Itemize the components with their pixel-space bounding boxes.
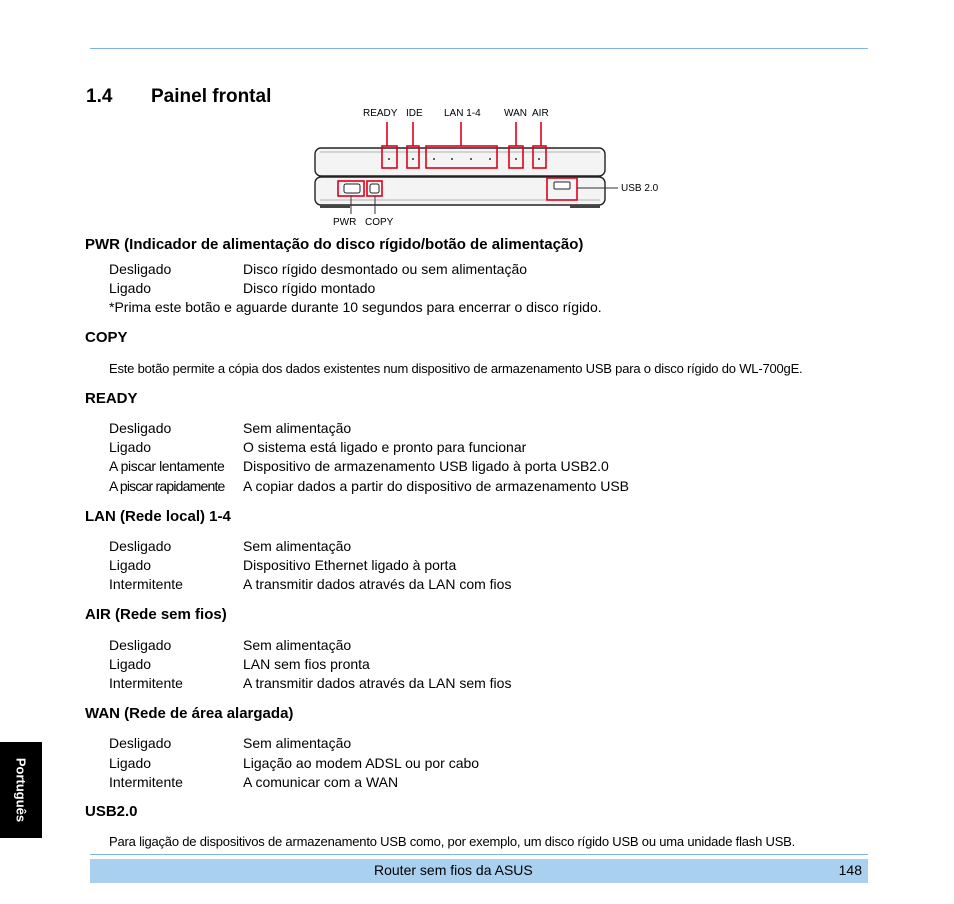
air-row-on (109, 656, 370, 672)
state-label: Intermitente (109, 576, 183, 592)
pwr-row-off (109, 261, 527, 277)
lan-row-off (109, 538, 351, 554)
state-description: Disco rígido montado (243, 280, 376, 296)
usb-description: Para ligação de dispositivos de armazenamento USB como, por exemplo, um disco rígido USB ou uma unidade flash USB. (109, 834, 796, 849)
state-description: Sem alimentação (243, 420, 352, 436)
state-description: Dispositivo Ethernet ligado à porta (243, 557, 457, 573)
copy-description: Este botão permite a cópia dos dados existentes num dispositivo de armazenamento USB para o disco rígido do WL-700gE. (109, 361, 803, 376)
state-label: Ligado (109, 755, 152, 771)
language-tab-label: Português (13, 757, 29, 823)
state-description: Sem alimentação (243, 538, 352, 554)
wan-row-on (109, 755, 479, 771)
ready-row-on (109, 439, 526, 455)
state-description: Disco rígido desmontado ou sem alimentação (243, 261, 528, 277)
lan-heading: LAN (Rede local) 1-4 (85, 508, 231, 525)
air-row-blink (109, 675, 511, 691)
label-lan: LAN 1-4 (444, 108, 481, 119)
label-usb: USB 2.0 (621, 183, 659, 194)
state-description: A transmitir dados através da LAN com fios (243, 576, 512, 592)
label-wan: WAN (504, 108, 527, 119)
usb-heading: USB2.0 (85, 803, 138, 820)
state-label: Ligado (109, 656, 152, 672)
state-description: A copiar dados a partir do dispositivo de armazenamento USB (243, 478, 629, 494)
state-label: Desligado (109, 735, 172, 751)
page-number: 148 (838, 862, 862, 878)
copy-heading: COPY (85, 329, 128, 346)
ready-heading: READY (85, 390, 138, 407)
label-air: AIR (532, 108, 549, 119)
wan-heading: WAN (Rede de área alargada) (85, 705, 294, 722)
state-label: Ligado (109, 280, 152, 296)
state-label: Desligado (109, 538, 172, 554)
state-label: Desligado (109, 261, 172, 277)
state-description: Sem alimentação (243, 735, 352, 751)
label-ide: IDE (406, 108, 423, 119)
section-title-text: Painel frontal (151, 86, 272, 107)
state-label: Intermitente (109, 675, 183, 691)
state-label: Desligado (109, 637, 172, 653)
pwr-heading: PWR (Indicador de alimentação do disco rígido/botão de alimentação) (85, 236, 584, 253)
section-number: 1.4 (86, 86, 113, 107)
ready-row-slow (109, 458, 609, 474)
header-rule (90, 48, 868, 49)
language-tab (0, 742, 42, 838)
ready-row-fast (109, 478, 629, 494)
state-description: A transmitir dados através da LAN sem fios (243, 675, 512, 691)
label-copy: COPY (365, 217, 394, 228)
lan-row-blink (109, 576, 511, 592)
state-label: Ligado (109, 557, 152, 573)
footer-title: Router sem fios da ASUS (374, 862, 533, 878)
ready-row-off (109, 420, 351, 436)
air-row-off (109, 637, 351, 653)
state-label: Intermitente (109, 774, 183, 790)
label-pwr: PWR (333, 217, 357, 228)
state-description: LAN sem fios pronta (243, 656, 370, 672)
footer-bar (90, 859, 868, 883)
state-description: Ligação ao modem ADSL ou por cabo (243, 755, 480, 771)
pwr-row-on (109, 280, 375, 296)
section-title (86, 86, 271, 108)
router-illustration (312, 104, 672, 234)
wan-row-off (109, 735, 351, 751)
state-label: A piscar rapidamente (109, 478, 225, 494)
lan-row-on (109, 557, 456, 573)
state-label: A piscar lentamente (109, 458, 225, 474)
wan-row-blink (109, 774, 398, 790)
state-label: Ligado (109, 439, 152, 455)
front-panel-diagram (312, 104, 672, 234)
pwr-note: *Prima este botão e aguarde durante 10 segundos para encerrar o disco rígido. (109, 299, 602, 315)
state-description: Sem alimentação (243, 637, 352, 653)
label-ready: READY (363, 108, 398, 119)
state-label: Desligado (109, 420, 172, 436)
state-description: A comunicar com a WAN (243, 774, 399, 790)
footer-rule (90, 854, 868, 855)
state-description: O sistema está ligado e pronto para funcionar (243, 439, 527, 455)
air-heading: AIR (Rede sem fios) (85, 606, 227, 623)
state-description: Dispositivo de armazenamento USB ligado à porta USB2.0 (243, 458, 609, 474)
